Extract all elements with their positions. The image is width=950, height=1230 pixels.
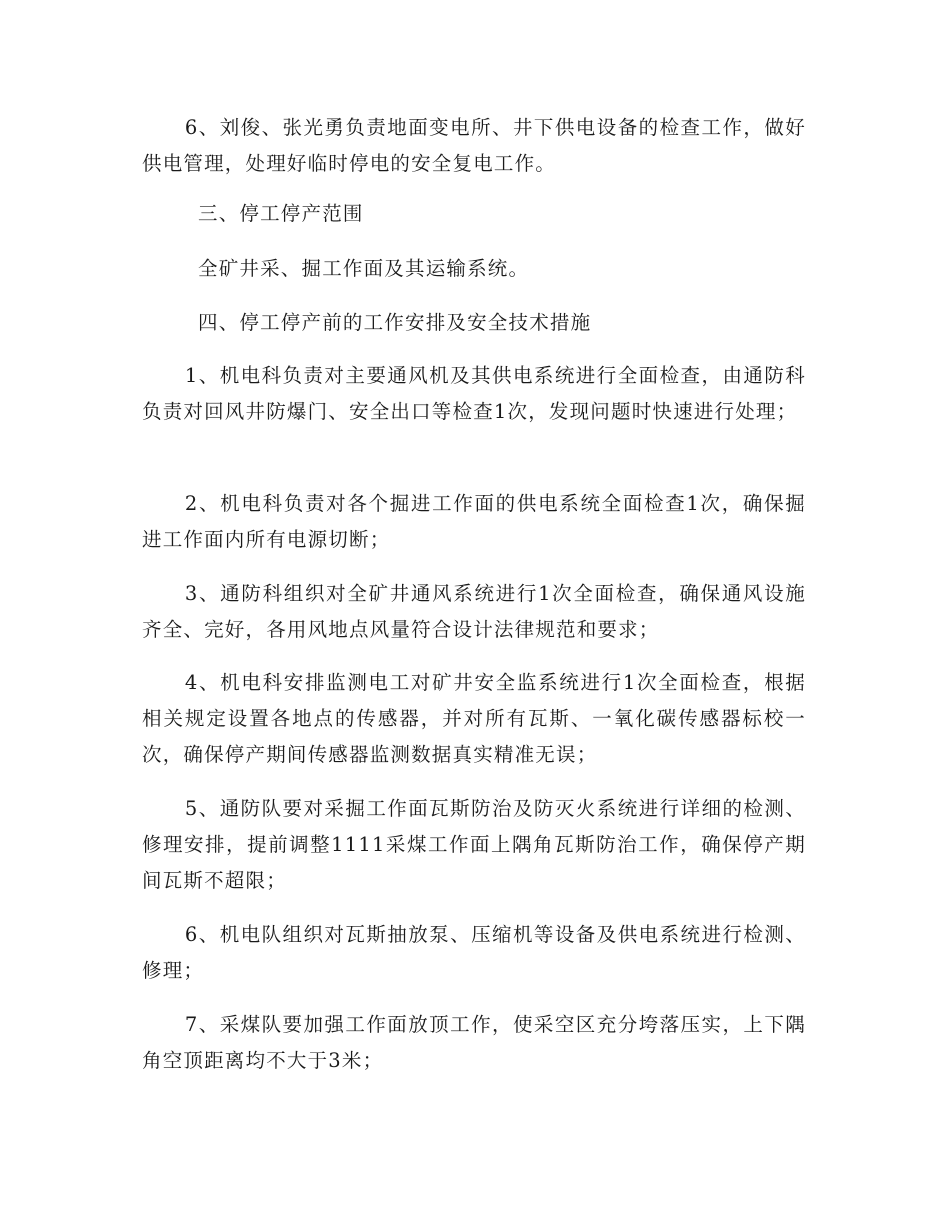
paragraph-item-4: 4、机电科安排监测电工对矿井安全监系统进行1次全面检查，根据相关规定设置各地点的传感器，并对所有瓦斯、一氧化碳传感器标校一次，确保停产期间传感器监测数据真实精准无误；: [142, 671, 806, 766]
section-heading-4: 四、停工停产前的工作安排及安全技术措施: [198, 311, 592, 334]
paragraph-item-3: 3、通防科组织对全矿井通风系统进行1次全面检查，确保通风设施齐全、完好，各用风地点风量符合设计法律规范和要求；: [142, 582, 806, 641]
paragraph-item-6-personnel: 6、刘俊、张光勇负责地面变电所、井下供电设备的检查工作，做好供电管理，处理好临时停电的安全复电工作。: [142, 116, 806, 175]
paragraph-item-7: 7、采煤队要加强工作面放顶工作，使采空区充分垮落压实，上下隅角空顶距离均不大于3米；: [142, 1013, 806, 1072]
paragraph-item-2: 2、机电科负责对各个掘进工作面的供电系统全面检查1次，确保掘进工作面内所有电源切断；: [142, 492, 806, 551]
section-heading-3: 三、停工停产范围: [198, 202, 364, 225]
section-body-3: 全矿井采、掘工作面及其运输系统。: [198, 257, 530, 280]
paragraph-item-1: 1、机电科负责对主要通风机及其供电系统进行全面检查，由通防科负责对回风井防爆门、安全出口等检查1次，发现问题时快速进行处理；: [142, 364, 806, 423]
paragraph-item-6: 6、机电队组织对瓦斯抽放泵、压缩机等设备及供电系统进行检测、修理；: [142, 923, 806, 982]
paragraph-item-5: 5、通防队要对采掘工作面瓦斯防治及防灭火系统进行详细的检测、修理安排，提前调整1111采煤工作面上隅角瓦斯防治工作，确保停产期间瓦斯不超限；: [142, 797, 806, 892]
